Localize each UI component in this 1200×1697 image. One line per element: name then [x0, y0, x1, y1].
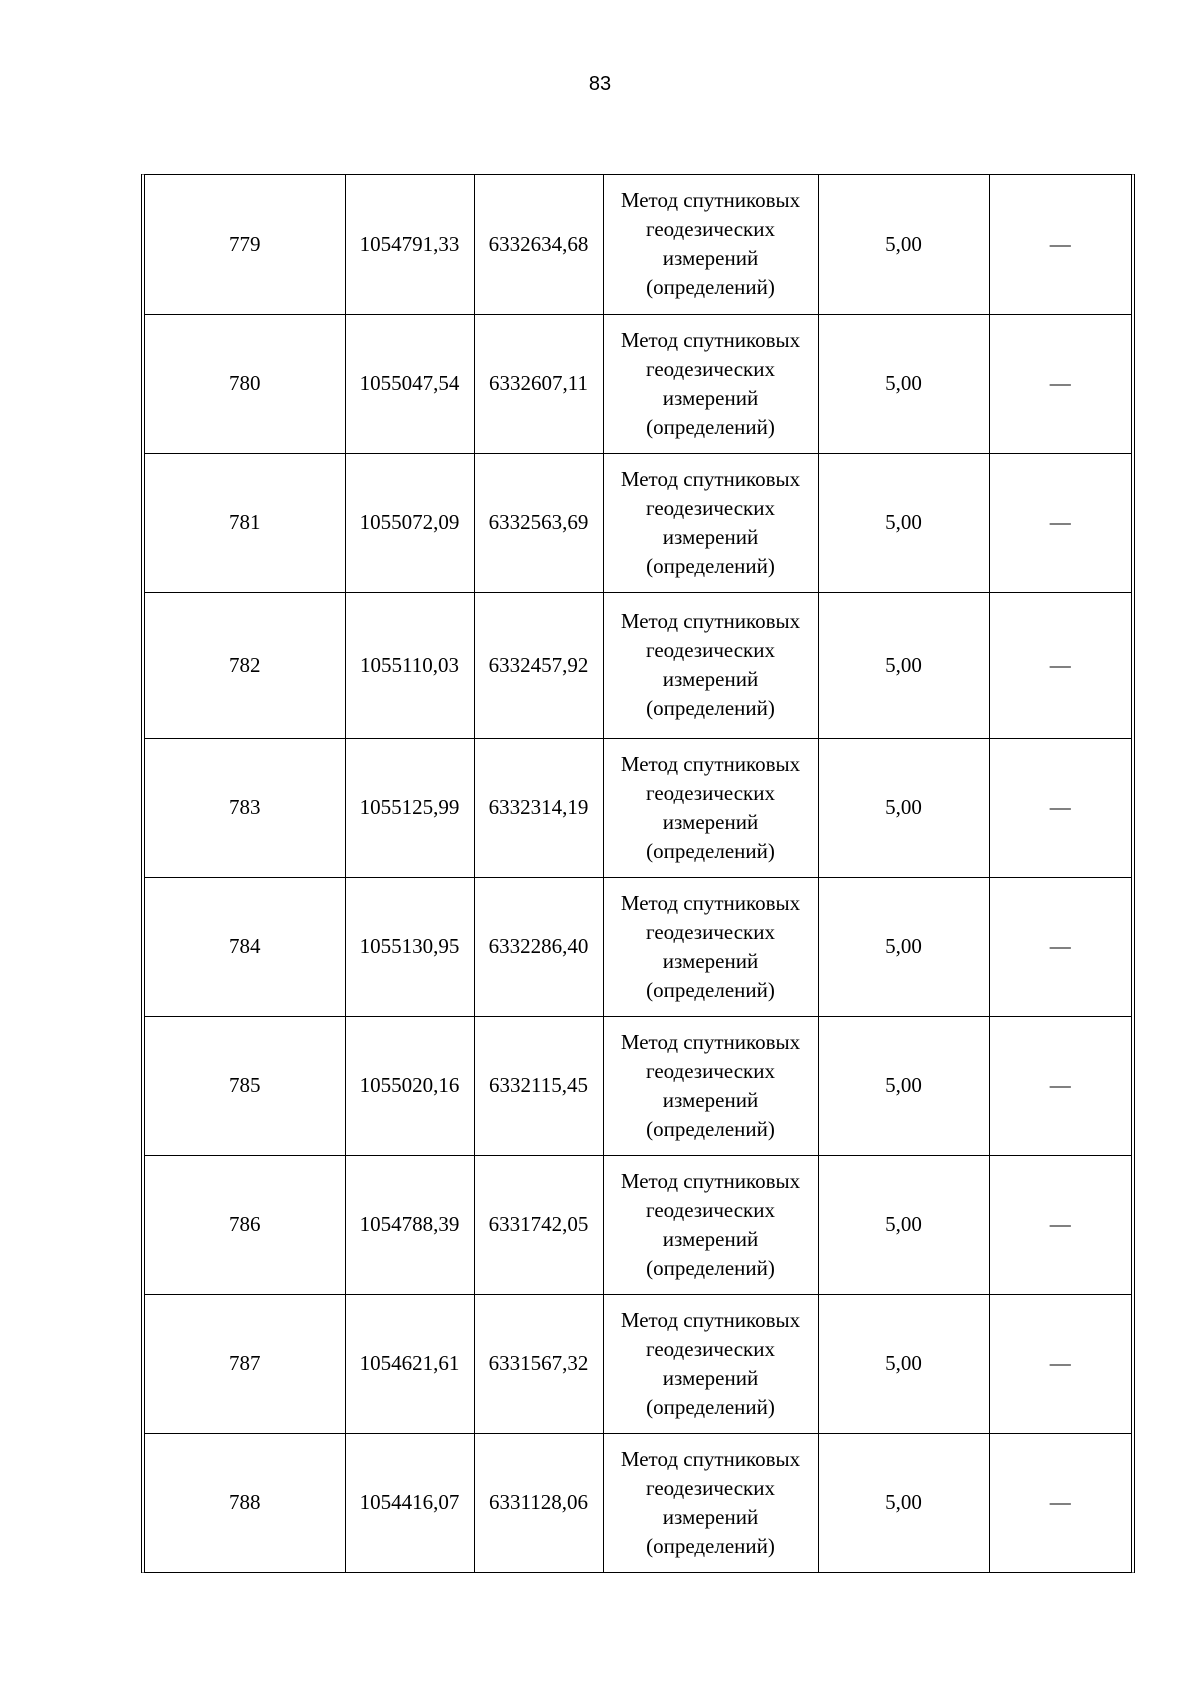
x-coordinate-cell: 1055020,16 — [345, 1016, 474, 1155]
x-coordinate-cell: 1054416,07 — [345, 1433, 474, 1572]
y-coordinate-cell: 6331742,05 — [474, 1155, 603, 1294]
method-cell: Метод спутниковых геодезических измерений (определений) — [603, 1294, 818, 1433]
x-coordinate-cell: 1054621,61 — [345, 1294, 474, 1433]
table-row — [145, 1155, 1131, 1294]
x-coordinate-cell: 1055047,54 — [345, 314, 474, 453]
page-number: 83 — [588, 73, 612, 95]
y-coordinate-cell: 6332286,40 — [474, 877, 603, 1016]
point-number-cell: 784 — [145, 877, 345, 1016]
x-coordinate-cell: 1055125,99 — [345, 738, 474, 877]
y-coordinate-cell: 6332314,19 — [474, 738, 603, 877]
table-row — [145, 453, 1131, 592]
method-cell: Метод спутниковых геодезических измерений (определений) — [603, 877, 818, 1016]
method-cell: Метод спутниковых геодезических измерений (определений) — [603, 1155, 818, 1294]
coordinates-table — [141, 174, 1135, 1573]
table-row — [145, 175, 1131, 314]
description-cell: — — [989, 453, 1131, 592]
y-coordinate-cell: 6332634,68 — [474, 175, 603, 314]
point-number-cell: 785 — [145, 1016, 345, 1155]
method-cell: Метод спутниковых геодезических измерений (определений) — [603, 175, 818, 314]
table-row — [145, 314, 1131, 453]
x-coordinate-cell: 1054788,39 — [345, 1155, 474, 1294]
accuracy-cell: 5,00 — [818, 175, 989, 314]
table-row — [145, 1433, 1131, 1572]
description-cell: — — [989, 592, 1131, 738]
table-row — [145, 877, 1131, 1016]
description-cell: — — [989, 1433, 1131, 1572]
y-coordinate-cell: 6332115,45 — [474, 1016, 603, 1155]
method-cell: Метод спутниковых геодезических измерений (определений) — [603, 592, 818, 738]
accuracy-cell: 5,00 — [818, 877, 989, 1016]
y-coordinate-cell: 6332607,11 — [474, 314, 603, 453]
point-number-cell: 787 — [145, 1294, 345, 1433]
table-row — [145, 1016, 1131, 1155]
x-coordinate-cell: 1054791,33 — [345, 175, 474, 314]
accuracy-cell: 5,00 — [818, 1433, 989, 1572]
description-cell: — — [989, 1155, 1131, 1294]
point-number-cell: 786 — [145, 1155, 345, 1294]
method-cell: Метод спутниковых геодезических измерений (определений) — [603, 738, 818, 877]
coordinates-table-grid — [145, 175, 1131, 1572]
y-coordinate-cell: 6332457,92 — [474, 592, 603, 738]
point-number-cell: 782 — [145, 592, 345, 738]
description-cell: — — [989, 175, 1131, 314]
method-cell: Метод спутниковых геодезических измерений (определений) — [603, 1016, 818, 1155]
table-row — [145, 592, 1131, 738]
description-cell: — — [989, 314, 1131, 453]
description-cell: — — [989, 877, 1131, 1016]
accuracy-cell: 5,00 — [818, 453, 989, 592]
accuracy-cell: 5,00 — [818, 314, 989, 453]
accuracy-cell: 5,00 — [818, 1155, 989, 1294]
y-coordinate-cell: 6331567,32 — [474, 1294, 603, 1433]
x-coordinate-cell: 1055110,03 — [345, 592, 474, 738]
point-number-cell: 788 — [145, 1433, 345, 1572]
x-coordinate-cell: 1055072,09 — [345, 453, 474, 592]
accuracy-cell: 5,00 — [818, 1294, 989, 1433]
accuracy-cell: 5,00 — [818, 592, 989, 738]
accuracy-cell: 5,00 — [818, 738, 989, 877]
point-number-cell: 779 — [145, 175, 345, 314]
point-number-cell: 780 — [145, 314, 345, 453]
description-cell: — — [989, 1294, 1131, 1433]
table-row — [145, 1294, 1131, 1433]
point-number-cell: 781 — [145, 453, 345, 592]
method-cell: Метод спутниковых геодезических измерений (определений) — [603, 453, 818, 592]
description-cell: — — [989, 738, 1131, 877]
y-coordinate-cell: 6331128,06 — [474, 1433, 603, 1572]
x-coordinate-cell: 1055130,95 — [345, 877, 474, 1016]
table-row — [145, 738, 1131, 877]
method-cell: Метод спутниковых геодезических измерений (определений) — [603, 1433, 818, 1572]
description-cell: — — [989, 1016, 1131, 1155]
point-number-cell: 783 — [145, 738, 345, 877]
accuracy-cell: 5,00 — [818, 1016, 989, 1155]
method-cell: Метод спутниковых геодезических измерений (определений) — [603, 314, 818, 453]
y-coordinate-cell: 6332563,69 — [474, 453, 603, 592]
